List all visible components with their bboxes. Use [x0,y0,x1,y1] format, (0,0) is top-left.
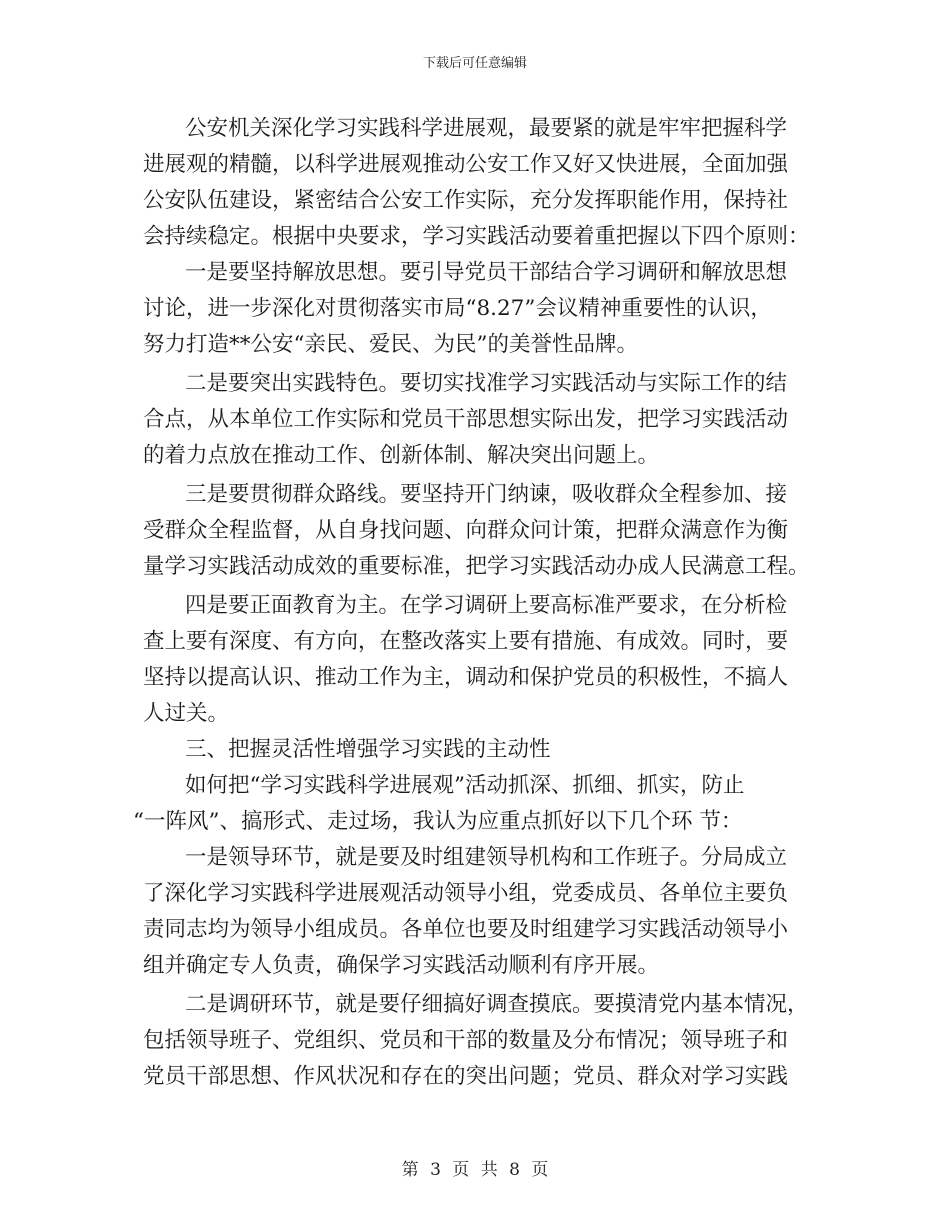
text-line: 人过关。 [143,701,230,726]
text-line: 四是要正面教育为主。在学习调研上要高标准严要求，在分析检 [185,593,788,618]
text-line: 的着力点放在推动工作、创新体制、解决突出问题上。 [143,443,660,468]
text-line: 组并确定专人负责，确保学习实践活动顺利有序开展。 [143,953,660,978]
text-line: 二是要突出实践特色。要切实找准学习实践活动与实际工作的结 [185,371,788,396]
text-line: 一是领导环节，就是要及时组建领导机构和工作班子。分局成立 [185,845,788,870]
text-line: 坚持以提高认识、推动工作为主，调动和保护党员的积极性，不搞人 [143,665,789,690]
text-line: 公安机关深化学习实践科学进展观，最要紧的就是牢牢把握科学 [185,116,788,141]
text-line: 三是要贯彻群众路线。要坚持开门纳谏，吸收群众全程参加、接 [185,482,788,507]
text-line: 二是调研环节，就是要仔细搞好调查摸底。要摸清党内基本情况， [185,992,809,1017]
text-line: 合点，从本单位工作实际和党员干部思想实际出发，把学习实践活动 [143,407,789,432]
text-line: 量学习实践活动成效的重要标准，把学习实践活动办成人民满意工程。 [143,554,810,579]
text-line: 查上要有深度、有方向，在整改落实上要有措施、有成效。同时，要 [143,629,789,654]
text-line: 责同志均为领导小组成员。各单位也要及时组建学习实践活动领导小 [143,917,789,942]
page-number-footer: 第 3 页 共 8 页 [401,1160,549,1180]
text-line: 受群众全程监督，从自身找问题、向群众问计策，把群众满意作为衡 [143,518,789,543]
text-line: 公安队伍建设，紧密结合公安工作实际，充分发挥职能作用，保持社 [143,188,789,213]
text-line: 如何把“学习实践科学进展观”活动抓深、抓细、抓实，防止 [185,773,745,798]
text-line: 会持续稳定。根据中央要求，学习实践活动要着重把握以下四个原则： [143,224,810,249]
text-line: 党员干部思想、作风状况和存在的突出问题；党员、群众对学习实践 [143,1064,789,1089]
text-line: 了深化学习实践科学进展观活动领导小组，党委成员、各单位主要负 [143,881,789,906]
text-line: 进展观的精髓，以科学进展观推动公安工作又好又快进展，全面加强 [143,152,789,177]
section-heading: 三、把握灵活性增强学习实践的主动性 [185,737,551,762]
page-header-note: 下载后可任意编辑 [422,56,527,71]
text-line: 一是要坚持解放思想。要引导党员干部结合学习调研和解放思想 [185,260,788,285]
text-line: 讨论，进一步深化对贯彻落实市局“8.27”会议精神重要性的认识， [143,296,772,321]
text-line: 努力打造**公安“亲民、爱民、为民”的美誉性品牌。 [143,332,638,357]
text-line: 包括领导班子、党组织、党员和干部的数量及分布情况；领导班子和 [143,1028,789,1053]
text-line: “一阵风”、搞形式、走过场，我认为应重点抓好以下几个环 节： [133,809,743,834]
